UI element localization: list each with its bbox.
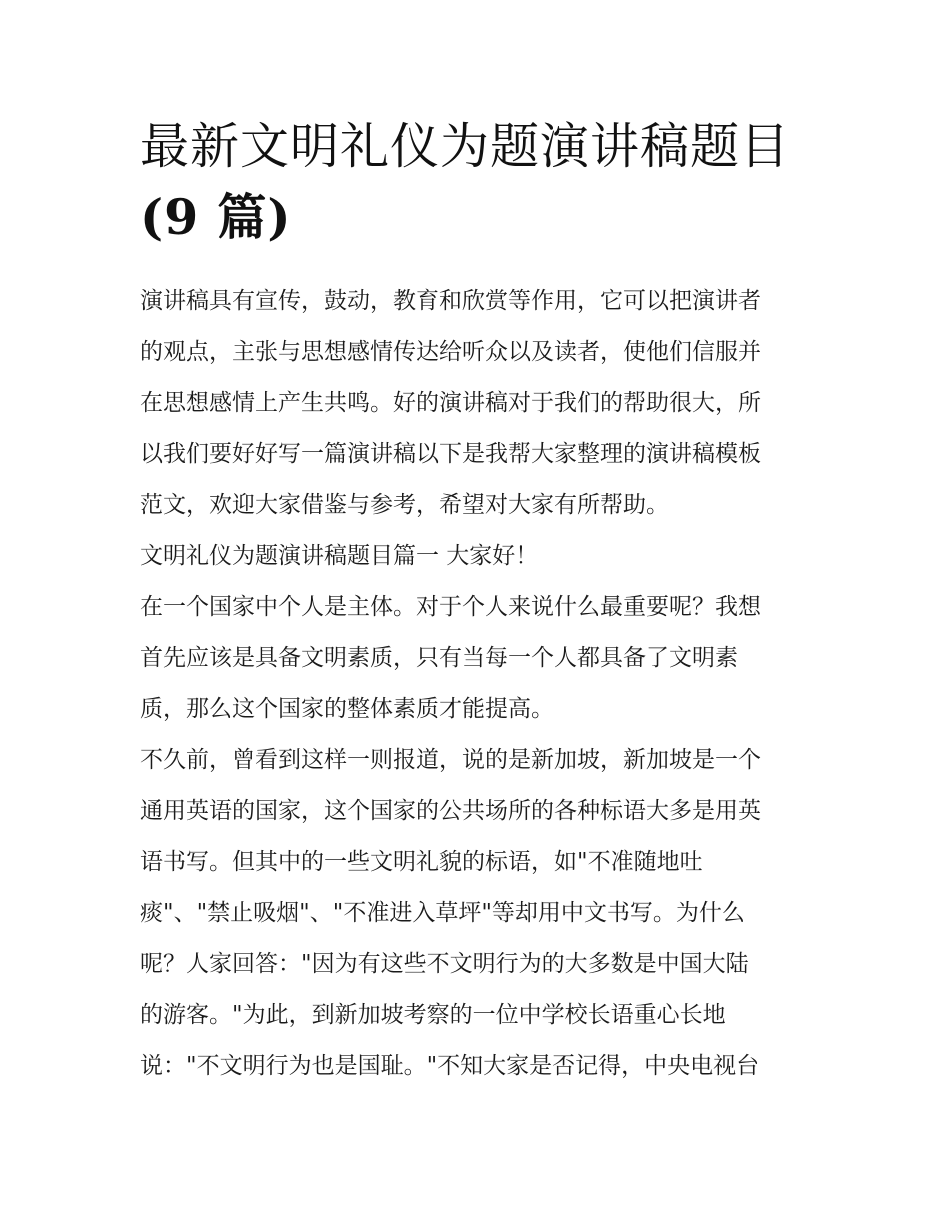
text-line: 在一个国家中个人是主体。对于个人来说什么最重要呢？我想	[140, 594, 761, 620]
text-line: 通用英语的国家，这个国家的公共场所的各种标语大多是用英	[140, 798, 761, 824]
text-line: 的观点，主张与思想感情传达给听众以及读者，使他们信服并	[140, 339, 761, 365]
text-line: 以我们要好好写一篇演讲稿以下是我帮大家整理的演讲稿模板	[140, 441, 761, 467]
text-line: 呢？人家回答："因为有这些不文明行为的大多数是中国大陆	[140, 951, 749, 977]
text-line: 文明礼仪为题演讲稿题目篇一 大家好！	[140, 543, 539, 569]
text-line: 范文，欢迎大家借鉴与参考，希望对大家有所帮助。	[140, 492, 669, 518]
paragraph-body	[140, 582, 830, 735]
text-line: 语书写。但其中的一些文明礼貌的标语，如"不准随地吐	[140, 849, 703, 875]
text-line: 的游客。"为此，到新加坡考察的一位中学校长语重心长地	[140, 1002, 726, 1028]
paragraph-body	[140, 735, 830, 1092]
text-line: 首先应该是具备文明素质，只有当每一个人都具备了文明素	[140, 645, 738, 671]
text-line: 说："不文明行为也是国耻。"不知大家是否记得，中央电视台	[140, 1053, 760, 1079]
title-line: 最新文明礼仪为题演讲稿题目	[140, 118, 791, 175]
paragraph-intro	[140, 276, 830, 531]
text-line: 质，那么这个国家的整体素质才能提高。	[140, 696, 554, 722]
text-line: 在思想感情上产生共鸣。好的演讲稿对于我们的帮助很大，所	[140, 390, 761, 416]
text-line: 不久前，曾看到这样一则报道，说的是新加坡，新加坡是一个	[140, 747, 761, 773]
text-line: 演讲稿具有宣传，鼓动，教育和欣赏等作用，它可以把演讲者	[140, 288, 761, 314]
paragraph-section-heading	[140, 531, 830, 582]
text-line: 痰"、"禁止吸烟"、"不准进入草坪"等却用中文书写。为什么	[140, 900, 745, 926]
document-title	[140, 112, 830, 252]
title-line: (9 篇)	[140, 188, 292, 246]
document-body	[140, 276, 830, 1092]
